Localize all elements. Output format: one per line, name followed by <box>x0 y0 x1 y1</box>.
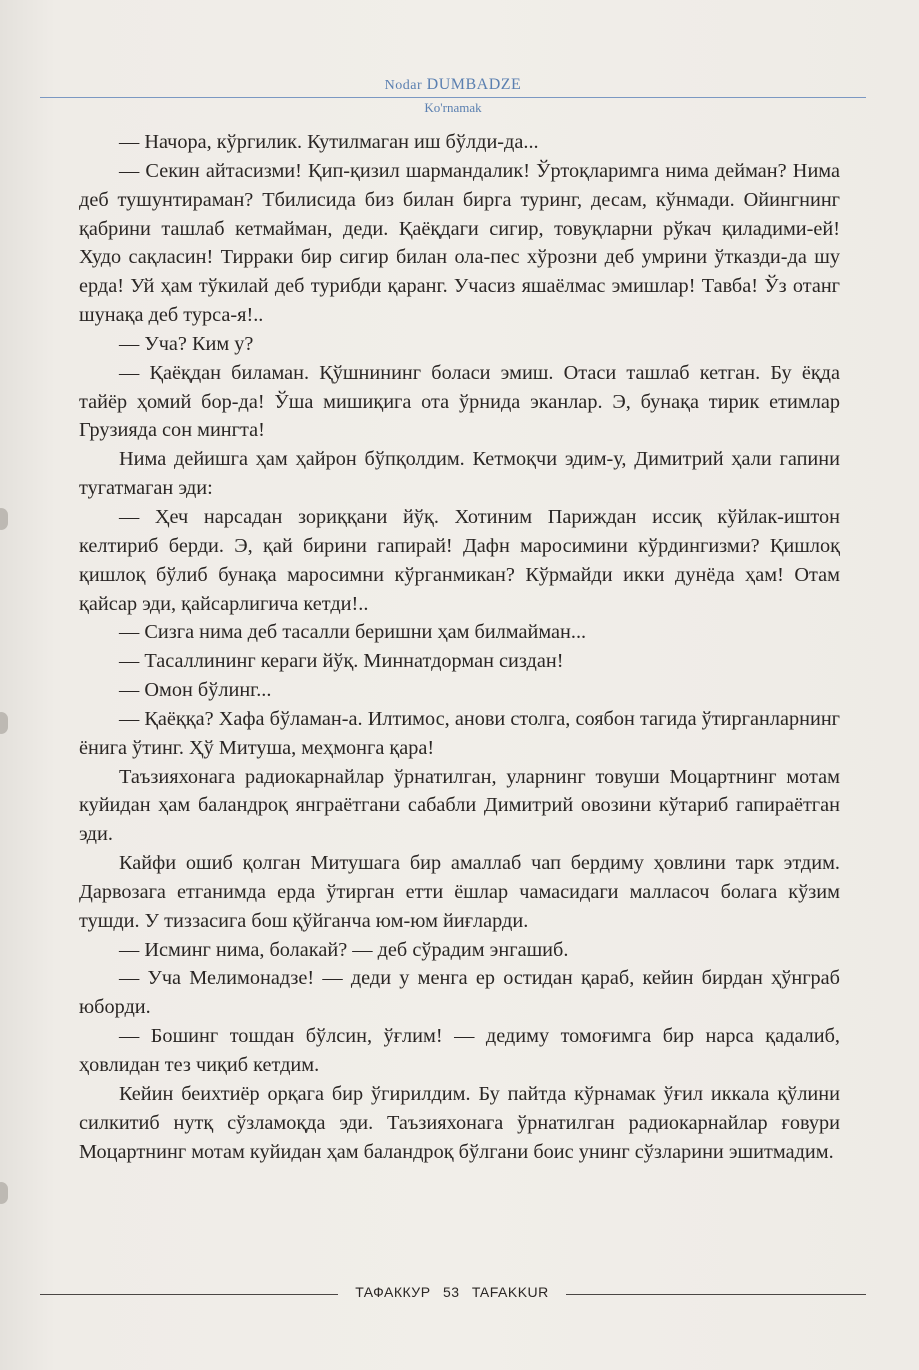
header-rule <box>40 97 866 98</box>
footer-rule-right <box>566 1294 866 1295</box>
page-footer <box>40 1284 866 1304</box>
paragraph: Кайфи ошиб қолган Митушага бир амаллаб чап бердиму ҳовлини тарк этдим. Дарвозага етганимда ерда ўтирган етти ёшлар чамасидаги малласоч болага кўзим тушди. У тиззасига бош қўйганча юм-юм йиғларди. <box>79 852 840 932</box>
paragraph: — Сизга нима деб тасалли беришни ҳам билмайман... <box>119 621 587 644</box>
paragraph: — Уча? Ким у? <box>119 332 254 355</box>
author-last-name: DUMBADZE <box>426 76 522 93</box>
paragraph: — Начора, кўргилик. Кутилмаган иш бўлди-да... <box>119 131 539 153</box>
paragraph: — Омон бўлинг... <box>119 679 272 702</box>
author-first-name: Nodar <box>384 78 423 93</box>
paragraph: — Ҳеч нарсадан зориққани йўқ. Хотиним Париждан иссиқ кўйлак-иштон келтириб берди. Э, қай бирини гапирай! Дафн маросимини кўрдингизми? Қишлоқ қишлоқ бўлиб бунақа маросимни кўрганмикан? Кўрмайди икки дунёда ҳам! Отам қайсар эди, қайсарлигича кетди!.. <box>79 505 840 615</box>
paragraph: — Қаёққа? Хафа бўламан-а. Илтимос, анови столга, соябон тагида ўтирганларнинг ёнига ўтинг. Ҳў Митуша, меҳмонга қара! <box>79 707 840 759</box>
footer-journal-cyrillic: ТАФАККУР <box>355 1284 431 1300</box>
header-author <box>40 76 866 94</box>
paragraph: — Исминг нима, болакай? — деб сўрадим энгашиб. <box>119 938 569 961</box>
paragraph: — Тасаллининг кераги йўқ. Миннатдорман сиздан! <box>119 650 564 673</box>
header-work-title: Ko'rnamak <box>424 100 482 115</box>
paragraph: — Бошинг тошдан бўлсин, ўғлим! — дедиму томоғимга бир нарса қадалиб, ҳовлидан тез чиқиб кетдим. <box>79 1025 840 1076</box>
running-header <box>40 76 866 116</box>
binder-hole <box>0 712 8 734</box>
binder-hole <box>0 1182 8 1204</box>
paragraph: Кейин беихтиёр орқага бир ўгирилдим. Бу пайтда кўрнамак ўғил иккала қўлини силкитиб нутқ сўзламоқда эди. Таъзияхонага ўрнатилган радиокарнайлар ғовури Моцартнинг мотам куйидан ҳам баландроқ бўлгани боис унинг сўзларини эшитмадим. <box>79 1082 840 1163</box>
page-number: 53 <box>442 1284 460 1300</box>
paragraph: Таъзияхонага радиокарнайлар ўрнатилган, уларнинг товуши Моцартнинг мотам куйидан ҳам баландроқ янграётгани сабабли Димитрий овозини кўтариб гапираётган эди. <box>79 765 840 846</box>
footer-journal-latin: TAFAKKUR <box>471 1284 549 1300</box>
paragraph: — Уча Мелимонадзе! — деди у менга ер остидан қараб, кейин бирдан ҳўнграб юборди. <box>79 967 840 1019</box>
binder-hole <box>0 508 8 530</box>
paragraph: — Қаёқдан биламан. Қўшнининг боласи эмиш. Отаси ташлаб кетган. Бу ёқда тайёр ҳомий бор-да! Ўша мишиқига ота ўрнида эканлар. Э, бунақа тирик етимлар Грузияда сон мингта! <box>79 361 840 442</box>
paragraph: — Секин айтасизми! Қип-қизил шармандалик! Ўртоқларимга нима дейман? Нима деб тушунтираман? Тбилисида биз билан бирга туринг, десам, кўнмади. Ойингнинг қабрини ташлаб кетмайман, деди. Қаёқдаги сигир, товуқларни рўкач қиладими-ей! Худо сақласин! Тирраки бир сигир билан ола-пес хўрозни деб умрини ўтказди-да шу ерда! Уй ҳам тўкилай деб турибди қаранг. Учасиз яшаёлмас эмишлар! Тавба! Ўз отанг шунақа деб турса-я!.. <box>79 159 840 327</box>
footer-rule-left <box>40 1294 338 1295</box>
footer-label <box>338 1284 566 1300</box>
paragraph: Нима дейишга ҳам ҳайрон бўпқолдим. Кетмоқчи эдим-у, Димитрий ҳали гапини тугатмаган эди: <box>79 448 840 500</box>
body-text <box>79 128 840 1166</box>
